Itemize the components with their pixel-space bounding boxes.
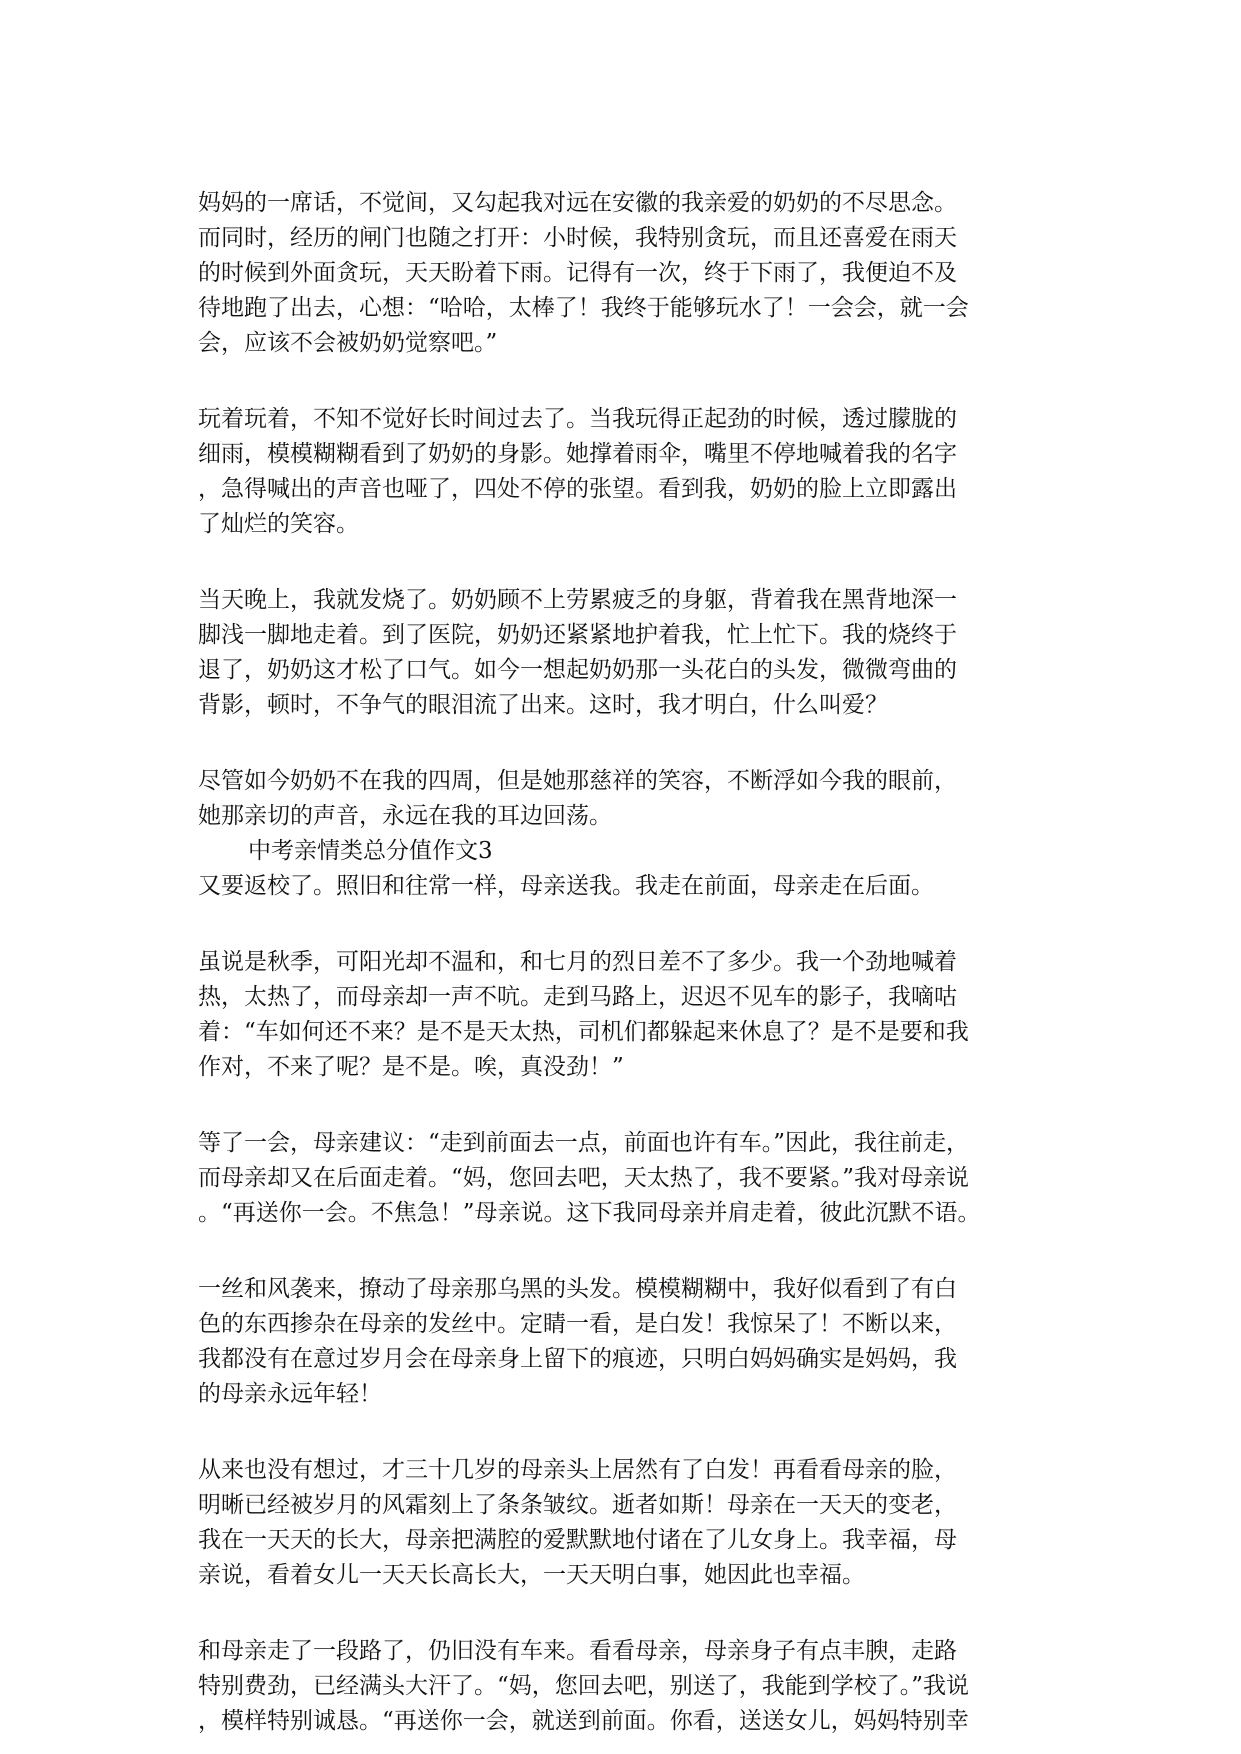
text-line: 又要返校了。照旧和往常一样，母亲送我。我走在前面，母亲走在后面。 (198, 873, 934, 899)
paragraph-gap (198, 723, 1058, 764)
text-line: 妈妈的一席话，不觉间，又勾起我对远在安徽的我亲爱的奶奶的不尽思念。 (198, 190, 957, 216)
paragraph-gap (198, 904, 1058, 945)
paragraph-gap (198, 1085, 1058, 1126)
text-line: 会，应该不会被奶奶觉察吧。” (198, 330, 498, 356)
text-line: 。“再送你一会。不焦急！”母亲说。这下我同母亲并肩走着，彼此沉默不语。 (198, 1200, 981, 1226)
text-line: 脚浅一脚地走着。到了医院，奶奶还紧紧地护着我，忙上忙下。我的烧终于 (198, 622, 957, 648)
text-line: 明晰已经被岁月的风霜刻上了条条皱纹。逝者如斯！母亲在一天天的变老， (198, 1492, 957, 1518)
text-line: 的母亲永远年轻！ (198, 1381, 382, 1407)
text-line: 的时候到外面贪玩，天天盼着下雨。记得有一次，终于下雨了，我便迫不及 (198, 260, 957, 286)
text-line: 等了一会，母亲建议：“走到前面去一点，前面也许有车。”因此，我往前走， (198, 1130, 970, 1156)
text-line: 她那亲切的声音，永远在我的耳边回荡。 (198, 803, 612, 829)
paragraph-gap (198, 1231, 1058, 1272)
text-line: 和母亲走了一段路了，仍旧没有车来。看看母亲，母亲身子有点丰腴，走路 (198, 1638, 957, 1664)
text-line: 细雨，模模糊糊看到了奶奶的身影。她撑着雨伞，嘴里不停地喊着我的名字 (198, 441, 957, 467)
text-line: 当天晚上，我就发烧了。奶奶顾不上劳累疲乏的身躯，背着我在黑背地深一 (198, 587, 957, 613)
text-line: 热，太热了，而母亲却一声不吭。走到马路上，迟迟不见车的影子，我嘀咕 (198, 984, 957, 1010)
text-line: 待地跑了出去，心想：“哈哈，太棒了！我终于能够玩水了！一会会，就一会 (198, 295, 969, 321)
text-line: 玩着玩着，不知不觉好长时间过去了。当我玩得正起劲的时候，透过朦胧的 (198, 406, 957, 432)
text-line: 背影，顿时，不争气的眼泪流了出来。这时，我才明白，什么叫爱？ (198, 692, 888, 718)
text-line: 亲说，看着女儿一天天长高长大，一天天明白事，她因此也幸福。 (198, 1562, 865, 1588)
text-line: 作对，不来了呢？是不是。唉，真没劲！” (198, 1054, 624, 1080)
text-line: 尽管如今奶奶不在我的四周，但是她那慈祥的笑容，不断浮如今我的眼前， (198, 768, 957, 794)
paragraph-gap (198, 1593, 1058, 1634)
text-line: 特别费劲，已经满头大汗了。“妈，您回去吧，别送了，我能到学校了。”我说 (198, 1673, 970, 1699)
text-line: 色的东西掺杂在母亲的发丝中。定睛一看，是白发！我惊呆了！不断以来， (198, 1311, 957, 1337)
paragraph-gap (198, 542, 1058, 583)
essay-text (198, 186, 1058, 1739)
paragraph-gap (198, 1412, 1058, 1453)
text-line: 而母亲却又在后面走着。“妈，您回去吧，天太热了，我不要紧。”我对母亲说 (198, 1165, 970, 1191)
text-line: 了灿烂的笑容。 (198, 511, 359, 537)
text-line: ，模样特别诚恳。“再送你一会，就送到前面。你看，送送女儿，妈妈特别幸 (198, 1708, 969, 1734)
text-line: 从来也没有想过，才三十几岁的母亲头上居然有了白发！再看看母亲的脸， (198, 1457, 957, 1483)
text-line: 我都没有在意过岁月会在母亲身上留下的痕迹，只明白妈妈确实是妈妈，我 (198, 1346, 957, 1372)
text-line: 而同时，经历的闸门也随之打开：小时候，我特别贪玩，而且还喜爱在雨天 (198, 225, 957, 251)
paragraph-gap (198, 361, 1058, 402)
section-heading: 中考亲情类总分值作文3 (248, 838, 493, 864)
text-line: ，急得喊出的声音也哑了，四处不停的张望。看到我，奶奶的脸上立即露出 (198, 476, 957, 502)
text-line: 一丝和风袭来，撩动了母亲那乌黑的头发。模模糊糊中，我好似看到了有白 (198, 1276, 957, 1302)
text-line: 虽说是秋季，可阳光却不温和，和七月的烈日差不了多少。我一个劲地喊着 (198, 949, 957, 975)
text-line: 着：“车如何还不来？是不是天太热，司机们都躲起来休息了？是不是要和我 (198, 1019, 969, 1045)
text-line: 退了，奶奶这才松了口气。如今一想起奶奶那一头花白的头发，微微弯曲的 (198, 657, 957, 683)
text-line: 我在一天天的长大，母亲把满腔的爱默默地付诸在了儿女身上。我幸福，母 (198, 1527, 957, 1553)
